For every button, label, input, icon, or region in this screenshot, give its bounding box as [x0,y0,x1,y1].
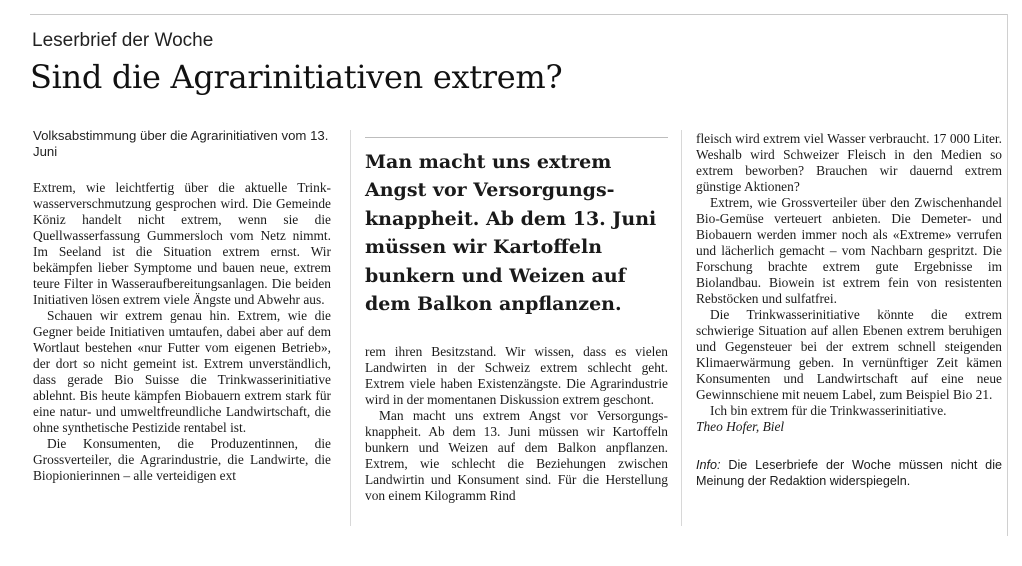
subtitle: Volksabstimmung über die Agrarinitiativen vom 13. Juni [33,128,329,159]
column-divider [350,130,351,526]
article-column-3 [696,131,1002,489]
info-label: Info: [696,458,721,472]
kicker: Leserbrief der Woche [32,30,214,51]
paragraph-5: Extrem, wie Grossverteiler über den Zwischenhandel Bio-Gemüse verteuert anbieten. Die Demeter- und Biobauern werden immer noch als «Extreme» verrufen und lächerlich gemacht – vom Nachbarn gespritzt. Die Forschung brachte extrem gute Ergebnisse im Biolandbau. Biowein ist extrem fein von resistenten Rebstöcken und sulfatfrei. [696,195,1002,306]
article-column-2 [365,344,668,504]
info-text: Die Leserbriefe der Woche müssen nicht die Meinung der Redaktion widerspiegeln. [696,458,1002,488]
top-rule [30,14,1008,15]
paragraph-3-start: Die Konsumenten, die Produzentinnen, die Grossverteiler, die Agrarindustrie, die Landwirte, die Biopionierinnen – alle verteidigen ext [33,436,331,483]
article-column-1 [33,128,331,484]
column-divider [681,130,682,526]
headline: Sind die Agrarinitiativen extrem? [30,58,563,96]
paragraph-1: Extrem, wie leichtfertig über die aktuelle Trinkwasserverschmutzung gesprochen wird. Die Gemeinde Köniz handelt nicht extrem, wenn sie die Quellwasserfassung Gummersloch vom Netz nimmt. Im Seeland ist die Situation extrem ernst. Wir bekämpfen lieber Symptome und bauen neue, extrem teure Filter in Wasseraufbereitungsanlagen. Die beiden Initiativen lösen extrem viele Ängste und Abwehr aus. [33,180,331,307]
pull-quote-rule [365,137,668,138]
paragraph-7: Ich bin extrem für die Trinkwasserinitiative. [710,403,947,418]
info-note [696,457,1002,489]
paragraph-6: Die Trinkwasserinitiative könnte die extrem schwierige Situation auf allen Ebenen extrem beruhigen und Gegensteuer bei der extrem schnell steigenden Klimaerwärmung geben. In vernünftiger Zeit kämen Konsumenten und Landwirtschaft auf eine neue Gewinnschiene mit neuem Label, zum Beispiel Bio 21. [696,307,1002,402]
right-edge-rule [1007,14,1008,536]
paragraph-4-start: Man macht uns extrem Angst vor Versorgungsknappheit. Ab dem 13. Juni müssen wir Kartoffeln bunkern und Weizen auf dem Balkon anpflanzen. Extrem, wie schlecht die Beziehungen zwischen Landwirtin und Konsument sind. Für die Herstellung von einem Kilogramm Rind [365,408,668,503]
paragraph-2: Schauen wir extrem genau hin. Extrem, wie die Gegner beide Initiativen umtaufen, dabei aber auf dem Wortlaut bestehen «nur Futter vom eigenen Betrieb», der dort so nicht gemeint ist. Extrem unverständlich, dass gerade Bio Suisse die Trinkwasserinitiative ablehnt. Bis heute kämpfen Biobauern extrem stark für eine natur- und umweltfreundliche Landwirtschaft, die ohne synthetische Pestizide rentabel ist. [33,308,331,435]
pull-quote: Man macht uns extrem Angst vor Versorgungsknappheit. Ab dem 13. Juni müssen wir Kartoffeln bunkern und Weizen auf dem Balkon anpflanzen. [365,151,657,316]
paragraph-4-end: fleisch wird extrem viel Wasser verbraucht. 17 000 Liter. Weshalb wird Schweizer Fleisch in den Medien so extrem beworben? Brauchen wir dauernd extrem günstige Aktionen? [696,131,1002,194]
paragraph-3-end: rem ihren Besitzstand. Wir wissen, dass es vielen Landwirten in der Schweiz extrem schlecht geht. Extrem viele haben Existenzängste. Die Agrarindustrie wird in der momentanen Diskussion extrem geschont. [365,344,668,407]
author-signature: Theo Hofer, Biel [696,419,785,434]
